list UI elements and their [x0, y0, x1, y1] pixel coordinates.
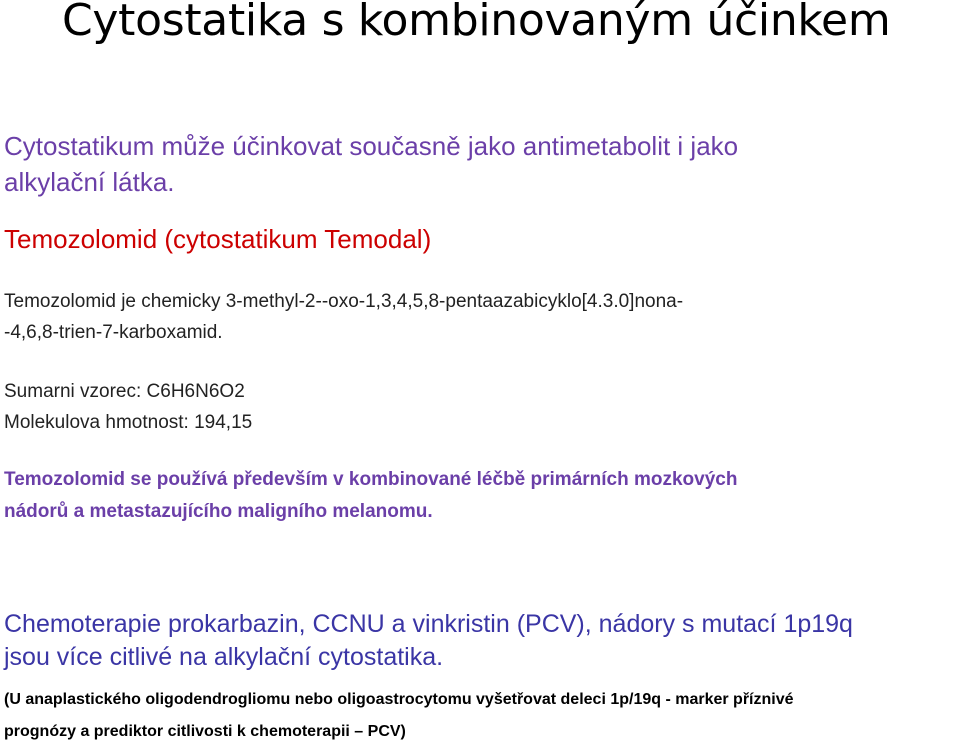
chemotherapy-line: jsou více citlivé na alkylační cytostatika.	[4, 643, 444, 671]
usage-line: Temozolomid se používá především v kombinované léčbě primárních mozkových	[4, 469, 738, 490]
chemical-name-paragraph	[4, 286, 683, 348]
note-line: (U anaplastického oligodendrogliomu nebo oligoastrocytomu vyšetřovat deleci 1p/19q - marker příznivé	[4, 691, 794, 708]
intro-line: alkylační látka.	[4, 167, 175, 197]
drug-heading: Temozolomid (cytostatikum Temodal)	[4, 224, 432, 254]
note-paragraph	[4, 684, 794, 748]
intro-line: Cytostatikum může účinkovat současně jako antimetabolit i jako	[4, 131, 739, 161]
molecular-weight-text: Molekulova hmotnost: 194,15	[4, 412, 253, 433]
usage-paragraph	[4, 464, 737, 528]
formula-paragraph	[4, 376, 252, 438]
slide-title: Cytostatika s kombinovaným účinkem	[62, 0, 891, 46]
chemotherapy-paragraph	[4, 608, 853, 674]
chemical-name-line: -4,6,8-trien-7-karboxamid.	[4, 322, 223, 343]
chemotherapy-line: Chemoterapie prokarbazin, CCNU a vinkristin (PCV), nádory s mutací 1p19q	[4, 610, 853, 638]
usage-line: nádorů a metastazujícího maligního melanomu.	[4, 501, 433, 522]
formula-text: Sumarni vzorec: C6H6N6O2	[4, 381, 245, 402]
chemical-name-line: Temozolomid je chemicky 3-methyl-2--oxo-1,3,4,5,8-pentaazabicyklo[4.3.0]nona-	[4, 291, 684, 312]
note-line: prognózy a prediktor citlivosti k chemoterapii – PCV)	[4, 723, 406, 740]
intro-paragraph	[4, 128, 738, 200]
